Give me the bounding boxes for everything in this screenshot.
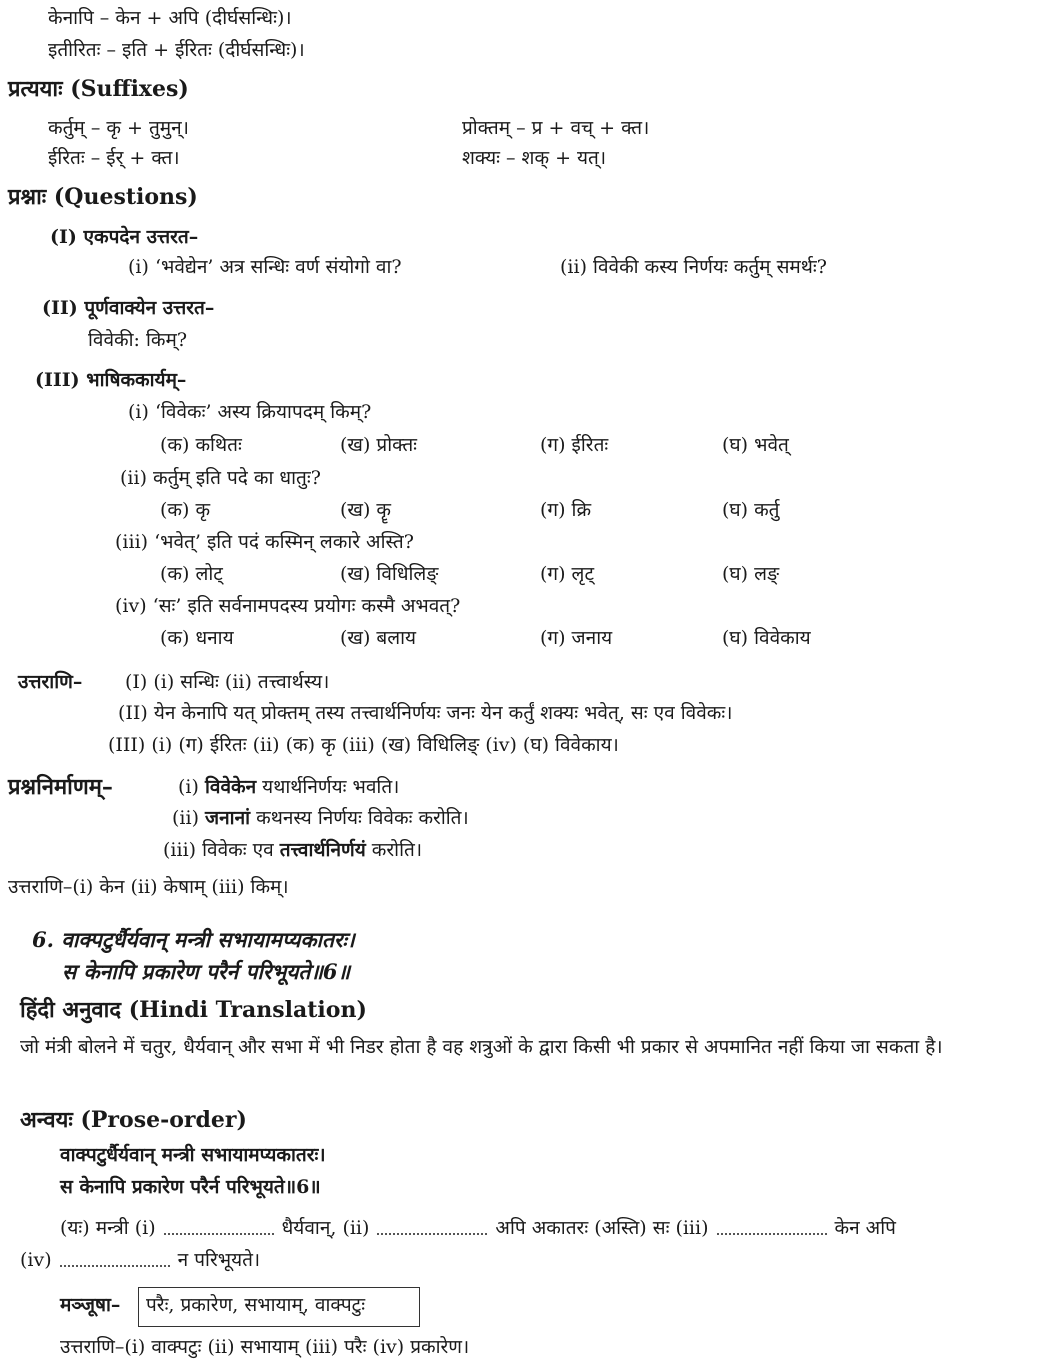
verse-line: 6. वाक्पटुर्धैर्यवान् मन्त्री सभायामप्यकातरः।: [32, 927, 355, 952]
sandhi-line: केनापि – केन + अपि (दीर्घसन्धिः)।: [48, 7, 292, 29]
option: (ख) कॄ: [340, 499, 391, 521]
section-title: (I) एकपदेन उत्तरत–: [50, 226, 199, 248]
fill-blank-line: [60, 1215, 896, 1241]
prose-heading: अन्वयः (Prose-order): [20, 1107, 247, 1133]
option: (ग) लृट्: [540, 563, 595, 585]
qm-rest: कथनस्य निर्णयः विवेकः करोति।: [250, 807, 469, 829]
qm-bold: तत्त्वार्थनिर्णयं: [279, 839, 366, 861]
suffixes-heading: प्रत्ययाः (Suffixes): [8, 76, 189, 102]
option: (क) लोट्: [160, 563, 223, 585]
qm-bold: जनानां: [205, 807, 251, 829]
fill-text: केन अपि: [834, 1217, 896, 1239]
blank-4: [60, 1255, 170, 1267]
option: (ग) क्रि: [540, 499, 592, 521]
questions-heading: प्रश्नाः (Questions): [8, 184, 198, 210]
fill-text: अपि अकातरः (अस्ति) सः (iii): [495, 1217, 709, 1239]
answer: (II) येन केनापि यत् प्रोक्तम् तस्य तत्त्वार्थनिर्णयः जनः येन कर्तुं शक्यः भवेत्, सः एव विवेकः।: [118, 702, 733, 724]
option: (घ) भवेत्: [722, 434, 789, 456]
option: (ख) विधिलिङ्: [340, 563, 439, 585]
answers-label: उत्तराणि–: [18, 671, 83, 693]
option: (क) धनाय: [160, 627, 234, 649]
suffix-item: ईरितः – ईर् + क्त।: [48, 147, 180, 169]
qm-pre: विवेकः एव: [202, 839, 280, 861]
qm-rest: यथार्थनिर्णयः भवति।: [256, 776, 400, 798]
prose-line: स केनापि प्रकारेण परैर्न परिभूयते॥6॥: [60, 1176, 321, 1198]
option: (क) कृ: [160, 499, 211, 521]
question: विवेकी: किम्?: [88, 329, 188, 351]
fill-text: न परिभूयते।: [177, 1249, 261, 1271]
question-making-label: प्रश्ननिर्माणम्–: [8, 774, 113, 800]
qm-answers: उत्तराणि–(i) केन (ii) केषाम् (iii) किम्।: [8, 876, 289, 898]
section-title: (II) पूर्णवाक्येन उत्तरत–: [42, 297, 215, 319]
option: (ख) बलाय: [340, 627, 417, 649]
option: (घ) विवेकाय: [722, 627, 811, 649]
fill-text: (यः) मन्त्री (i): [60, 1217, 156, 1239]
suffix-item: प्रोक्तम् – प्र + वच् + क्त।: [462, 117, 650, 139]
option: (ग) जनाय: [540, 627, 613, 649]
option: (ख) प्रोक्तः: [340, 434, 417, 456]
blank-3: [717, 1223, 827, 1235]
qm-item: [163, 837, 422, 863]
qm-num: (iii): [163, 839, 197, 861]
answer: (III) (i) (ग) ईरितः (ii) (क) कृ (iii) (ख) विधिलिङ् (iv) (घ) विवेकाय।: [108, 734, 619, 756]
fill-text: धैर्यवान्, (ii): [281, 1217, 370, 1239]
qm-item: [178, 774, 399, 800]
fill-blank-line: [20, 1247, 260, 1273]
blank-2: [377, 1223, 487, 1235]
qm-item: [172, 805, 469, 831]
verse-answers: उत्तराणि–(i) वाक्पटुः (ii) सभायाम् (iii) परैः (iv) प्रकारेण।: [60, 1336, 470, 1358]
question: (ii) कर्तुम् इति पदे का धातुः?: [120, 467, 321, 489]
suffix-item: शक्यः – शक् + यत्।: [462, 147, 607, 169]
qm-num: (i): [178, 776, 199, 798]
option: (घ) कर्तु: [722, 499, 780, 521]
question: (i) ‘विवेकः’ अस्य क्रियापदम् किम्?: [128, 401, 372, 423]
blank-1: [164, 1223, 274, 1235]
prose-line: वाक्पटुर्धैर्यवान् मन्त्री सभायामप्यकातरः।: [60, 1144, 326, 1166]
word-box-words: परैः, प्रकारेण, सभायाम्, वाक्पटुः: [146, 1294, 366, 1316]
qm-bold: विवेकेन: [204, 776, 257, 798]
option: (ग) ईरितः: [540, 434, 609, 456]
question: (iii) ‘भवेत्’ इति पदं कस्मिन् लकारे अस्ति?: [115, 531, 414, 553]
translation-text: जो मंत्री बोलने में चतुर, धैर्यवान् और सभा में भी निडर होता है वह शत्रुओं के द्वारा किसी भी प्रकार से अपमानित नहीं किया जा सकता है।: [20, 1036, 943, 1058]
question: (i) ‘भवेद्येन’ अत्र सन्धिः वर्ण संयोगो वा?: [128, 256, 402, 278]
option: (क) कथितः: [160, 434, 242, 456]
verse-line: स केनापि प्रकारेण परैर्न परिभूयते॥6॥: [62, 959, 351, 984]
option: (घ) लङ्: [722, 563, 780, 585]
fill-text: (iv): [20, 1249, 52, 1271]
translation-heading: हिंदी अनुवाद (Hindi Translation): [20, 997, 367, 1023]
qm-rest: करोति।: [365, 839, 423, 861]
section-title: (III) भाषिककार्यम्–: [35, 369, 187, 391]
question: (ii) विवेकी कस्य निर्णयः कर्तुम् समर्थः?: [560, 256, 827, 278]
answer: (I) (i) सन्धिः (ii) तत्त्वार्थस्य।: [125, 671, 330, 693]
qm-num: (ii): [172, 807, 199, 829]
sandhi-line: इतीरितः – इति + ईरितः (दीर्घसन्धिः)।: [48, 39, 305, 61]
word-box-label: मञ्जूषा–: [60, 1294, 121, 1316]
suffix-item: कर्तुम् – कृ + तुमुन्।: [48, 117, 189, 139]
question: (iv) ‘सः’ इति सर्वनामपदस्य प्रयोगः कस्मै अभवत्?: [115, 595, 461, 617]
